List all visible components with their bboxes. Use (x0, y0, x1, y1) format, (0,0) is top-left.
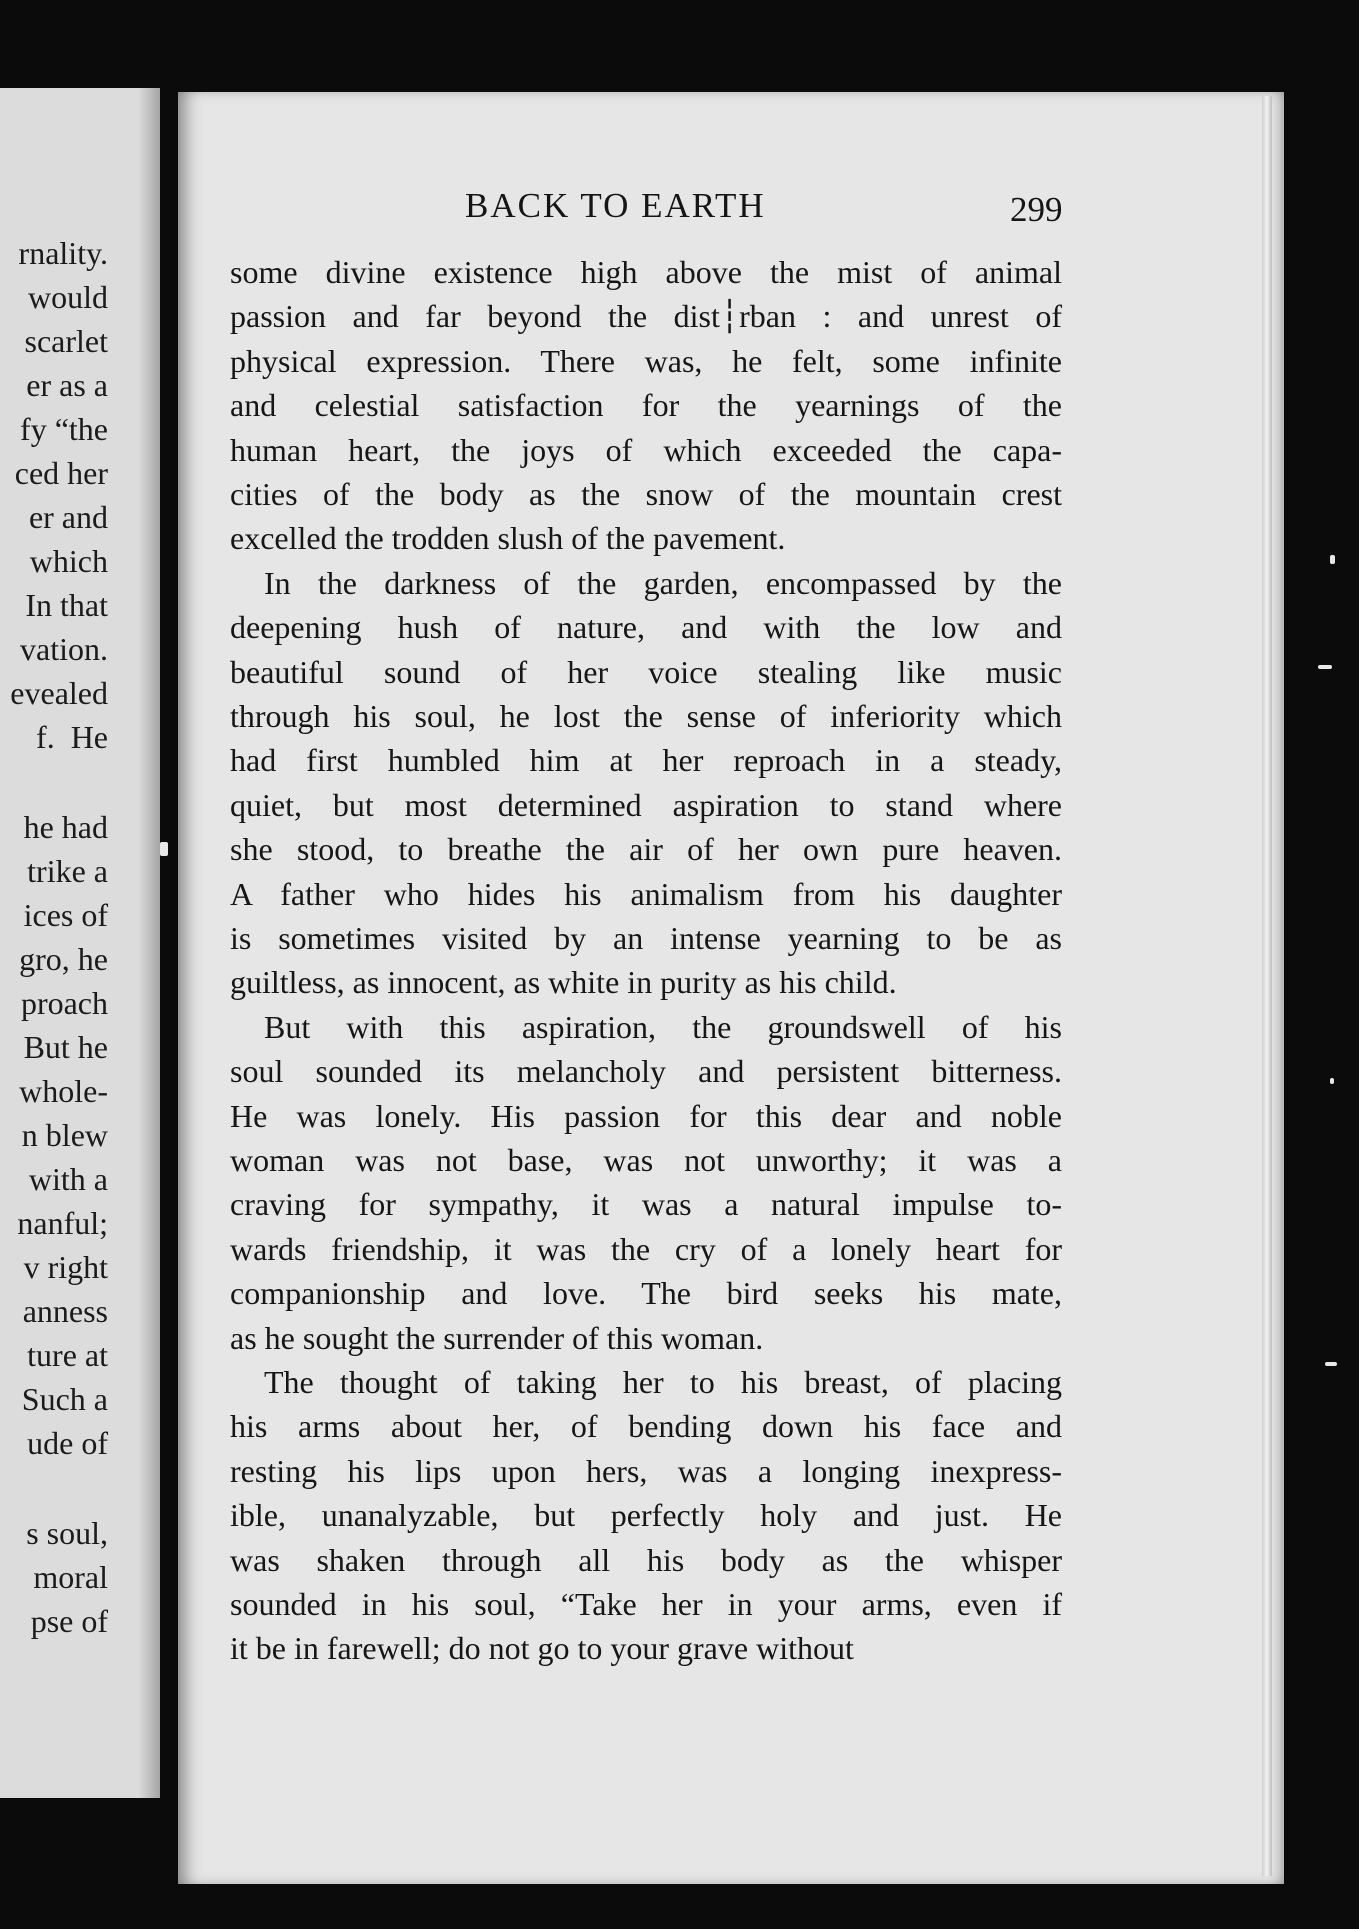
left-page-fragment: evealed (10, 675, 108, 711)
text-line: passion and far beyond the dist┆rban : and unrest of (230, 298, 1062, 334)
left-page-fragment: n blew (21, 1117, 108, 1153)
left-page-fragment: with a (28, 1161, 108, 1197)
dust-speck (1330, 1078, 1334, 1084)
text-line: it be in farewell; do not go to your grave without (230, 1630, 854, 1666)
text-line: his arms about her, of bending down his face and (230, 1408, 1062, 1444)
text-line: craving for sympathy, it was a natural impulse to- (230, 1186, 1062, 1222)
gutter-shadow (138, 88, 160, 1798)
text-line: He was lonely. His passion for this dear and noble (230, 1098, 1062, 1134)
text-line: woman was not base, was not unworthy; it was a (230, 1142, 1062, 1178)
text-line: human heart, the joys of which exceeded the capa- (230, 432, 1062, 468)
running-head: BACK TO EARTH (465, 186, 766, 225)
left-page-fragment: whole- (19, 1073, 108, 1109)
left-page-fragment: which (29, 543, 108, 579)
text-line: is sometimes visited by an intense yearning to be as (230, 920, 1062, 956)
left-page-fragment: proach (20, 985, 108, 1021)
left-page-fragment: ude of (27, 1425, 108, 1461)
text-line: had first humbled him at her reproach in a steady, (230, 742, 1062, 778)
text-line: resting his lips upon hers, was a longing inexpress- (230, 1453, 1062, 1489)
dust-speck (1330, 555, 1335, 564)
left-page-fragment: nanful; (17, 1205, 108, 1241)
text-line: was shaken through all his body as the whisper (230, 1542, 1062, 1578)
left-page-fragment: er as a (26, 367, 108, 403)
left-page-fragment: ices of (23, 897, 108, 933)
left-page-fragment: er and (28, 499, 108, 535)
dust-speck (160, 842, 168, 856)
left-page-fragment: fy “the (20, 411, 108, 447)
left-page-fragment: would (28, 279, 108, 315)
left-page (0, 88, 160, 1798)
left-page-fragment: s soul, (26, 1515, 108, 1551)
left-page-fragment: trike a (27, 853, 108, 889)
text-line: physical expression. There was, he felt, some infinite (230, 343, 1062, 379)
left-page-fragment: vation. (20, 631, 108, 667)
text-line: sounded in his soul, “Take her in your arms, even if (230, 1586, 1062, 1622)
page-number: 299 (1010, 190, 1063, 229)
text-line: through his soul, he lost the sense of inferiority which (230, 698, 1062, 734)
left-page-fragment: ture at (27, 1337, 108, 1373)
left-page-fragment: rnality. (18, 235, 108, 271)
text-line: guiltless, as innocent, as white in purity as his child. (230, 964, 897, 1000)
text-line: beautiful sound of her voice stealing like music (230, 654, 1062, 690)
text-line: A father who hides his animalism from his daughter (230, 876, 1062, 912)
dust-speck (1325, 1362, 1337, 1366)
text-line: ible, unanalyzable, but perfectly holy and just. He (230, 1497, 1062, 1533)
left-page-fragment: ced her (14, 455, 108, 491)
text-line: quiet, but most determined aspiration to stand where (230, 787, 1062, 823)
text-line: But with this aspiration, the groundswell of his (264, 1009, 1062, 1045)
left-page-fragment: anness (22, 1293, 108, 1329)
text-line: some divine existence high above the mist of animal (230, 254, 1062, 290)
text-line: companionship and love. The bird seeks his mate, (230, 1275, 1062, 1311)
left-page-fragment: pse of (30, 1603, 108, 1639)
left-page-fragment: he had (23, 809, 108, 845)
left-page-fragment: moral (33, 1559, 108, 1595)
text-line: cities of the body as the snow of the mountain crest (230, 476, 1062, 512)
left-page-fragment: Such a (21, 1381, 108, 1417)
dust-speck (1318, 665, 1332, 669)
text-line: deepening hush of nature, and with the low and (230, 609, 1062, 645)
left-page-fragment: f. He (36, 719, 108, 755)
left-page-fragment: scarlet (24, 323, 108, 359)
left-page-fragment: But he (23, 1029, 108, 1065)
text-line: In the darkness of the garden, encompassed by the (264, 565, 1062, 601)
left-page-fragment: In that (25, 587, 108, 623)
text-line: The thought of taking her to his breast, of placing (264, 1364, 1062, 1400)
text-line: wards friendship, it was the cry of a lonely heart for (230, 1231, 1062, 1267)
text-line: soul sounded its melancholy and persistent bitterness. (230, 1053, 1062, 1089)
text-line: excelled the trodden slush of the pavement. (230, 520, 786, 556)
text-line: and celestial satisfaction for the yearnings of the (230, 387, 1062, 423)
text-line: she stood, to breathe the air of her own pure heaven. (230, 831, 1062, 867)
left-page-fragment: gro, he (19, 941, 108, 977)
text-line: as he sought the surrender of this woman. (230, 1320, 764, 1356)
page-edge (1262, 96, 1272, 1876)
left-page-fragment: v right (23, 1249, 108, 1285)
